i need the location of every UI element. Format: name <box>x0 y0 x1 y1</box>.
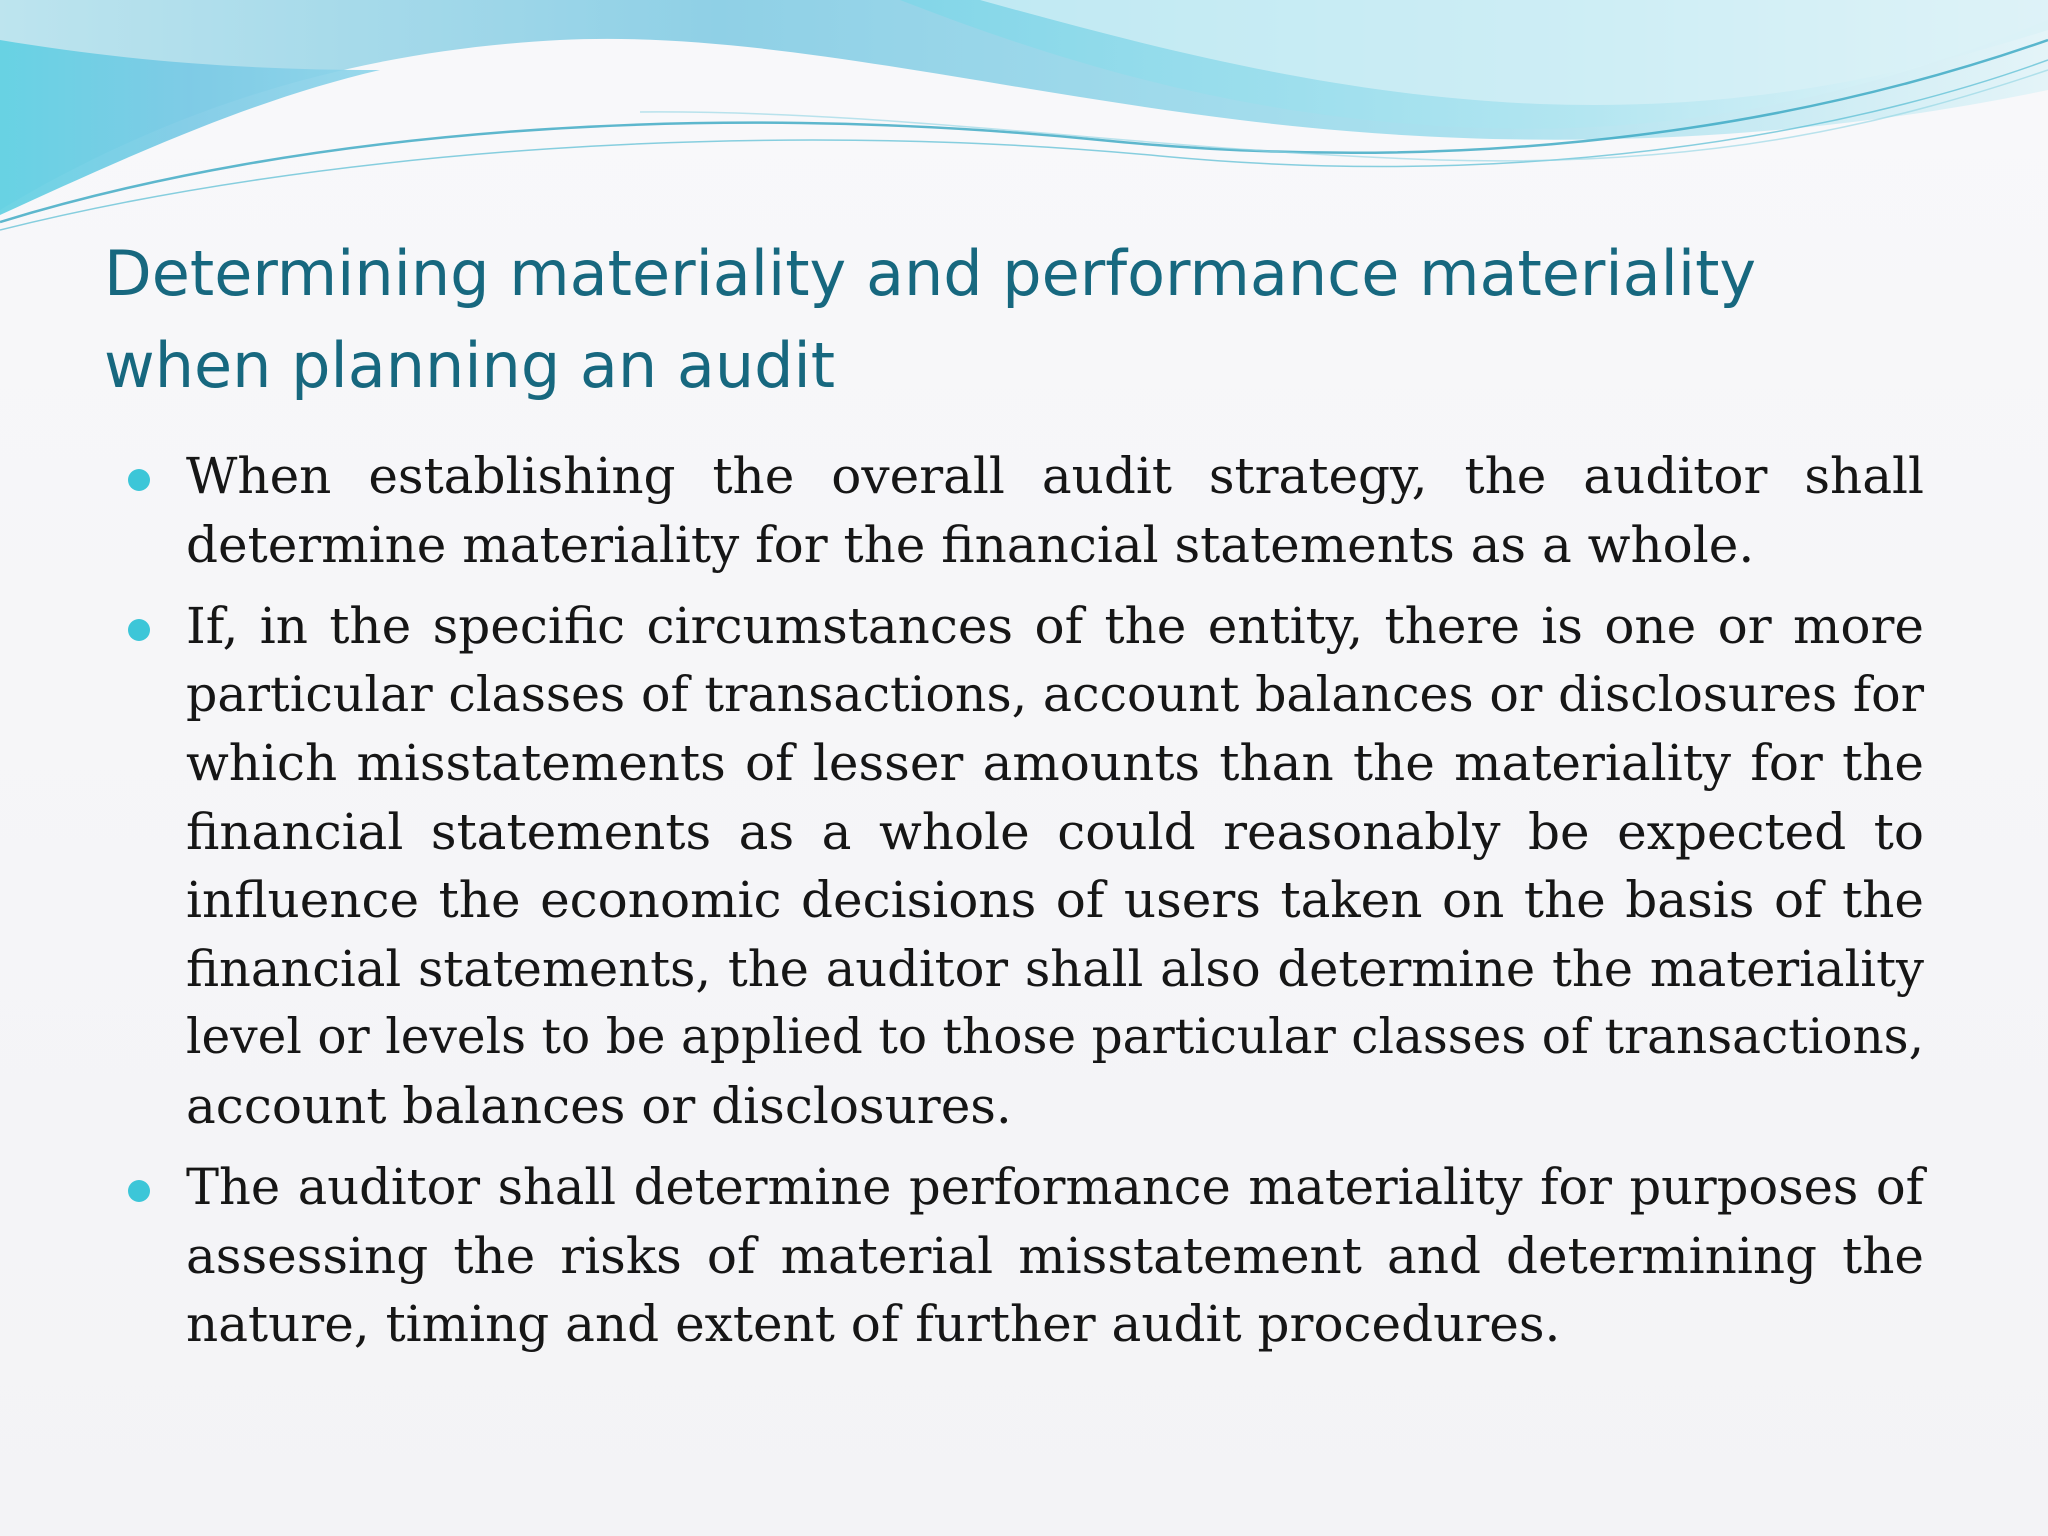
bullet-item <box>124 1153 1924 1359</box>
bullet-item <box>124 442 1924 579</box>
bullet-text-line: particular classes of transactions, account balances or disclosures for <box>186 665 1924 723</box>
bullet-text-line: When establishing the overall audit strategy, the auditor shall <box>186 447 1924 505</box>
bullet-text-line: financial statements as a whole could reasonably be expected to <box>186 802 1924 861</box>
bullet-text-line: If, in the specific circumstances of the entity, there is one or more <box>186 597 1924 655</box>
bullet-text-line: assessing the risks of material misstatement and determining the <box>186 1226 1924 1285</box>
bullet-text-line: influence the economic decisions of users taken on the basis of the <box>186 871 1924 929</box>
bullet-text-line: The auditor shall determine performance materiality for purposes of <box>186 1158 1924 1216</box>
bullet-dot-icon <box>128 1180 150 1202</box>
slide-title <box>104 228 1924 412</box>
bullet-list <box>124 442 1924 1372</box>
bullet-text-line: which misstatements of lesser amounts than the materiality for the <box>186 734 1924 792</box>
slide-title-line: when planning an audit <box>104 329 836 402</box>
bullet-text-line: determine materiality for the financial statements as a whole. <box>186 515 1755 574</box>
bullet-text-line: account balances or disclosures. <box>186 1076 1012 1135</box>
bullet-text-line: nature, timing and extent of further audit procedures. <box>186 1295 1561 1353</box>
bullet-text-line: financial statements, the auditor shall also determine the materiality <box>186 939 1924 998</box>
bullet-dot-icon <box>128 469 150 491</box>
header-wave-decoration <box>0 0 2048 240</box>
bullet-dot-icon <box>128 619 150 641</box>
bullet-item <box>124 592 1924 1140</box>
bullet-text-line: level or levels to be applied to those particular classes of transactions, <box>186 1009 1924 1065</box>
slide-title-line: Determining materiality and performance materiality <box>104 237 1757 310</box>
